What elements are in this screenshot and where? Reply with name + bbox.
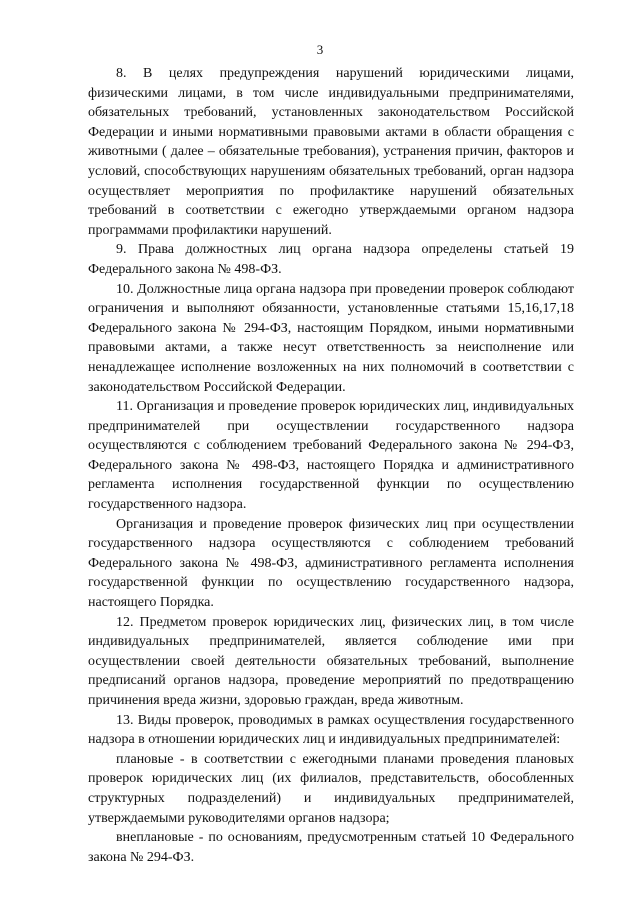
- paragraph-11: 11. Организация и проведение проверок юридических лиц, индивидуальных предпринимателей при осуществлении государственного надзора осуществляются с соблюдением требований Федерального закона № 294-ФЗ, Федерального закона № 498-ФЗ, настоящего Порядка и административного регламента исполнения государственной функции по осуществлению государственного надзора.: [88, 399, 574, 513]
- paragraph-13-planned: плановые - в соответствии с ежегодными планами проведения плановых проверок юридических лиц (их филиалов, представительств, обособленных структурных подразделений) и индивидуальных предпринимателей, утверждаемыми руководителями органов надзора;: [88, 751, 574, 826]
- page-number: 3: [316, 42, 324, 57]
- paragraph-13: 13. Виды проверок, проводимых в рамках осуществления государственного надзора в отношении юридических лиц и индивидуальных предпринимателей:: [88, 712, 574, 748]
- paragraph-9: 9. Права должностных лиц органа надзора определены статьей 19 Федерального закона № 498-ФЗ.: [88, 242, 574, 277]
- paragraph-11-physical-persons: Организация и проведение проверок физических лиц при осуществлении государственного надзора осуществляются с соблюдением требований Федерального закона № 498-ФЗ, административного регламента исполнения государственной функции по осуществлению государственного надзора, настоящего Порядка.: [88, 516, 574, 611]
- paragraph-12: 12. Предметом проверок юридических лиц, физических лиц, в том числе индивидуальных предпринимателей, является соблюдение ими при осуществлении своей деятельности обязательных требований, выполнение предписаний органов надзора, проведение мероприятий по предотвращению причинения вреда жизни, здоровью граждан, вреда животным.: [88, 614, 574, 708]
- paragraph-10: 10. Должностные лица органа надзора при проведении проверок соблюдают ограничения и выполняют обязанности, установленные статьями 15,16,17,18 Федерального закона № 294-ФЗ, настоящим Порядком, иными нормативными правовыми актами, а также несут ответственность за неисполнение или ненадлежащее исполнение возложенных на них полномочий в соответствии с законодательством Российской Федерации.: [88, 281, 574, 395]
- document-body: [88, 64, 574, 867]
- paragraph-13-unplanned: внеплановые - по основаниям, предусмотренным статьей 10 Федерального закона № 294-ФЗ.: [88, 830, 574, 865]
- paragraph-8: 8. В целях предупреждения нарушений юридическими лицами, физическими лицами, в том числе индивидуальными предпринимателями, обязательных требований, установленных законодательством Российской Федерации и иными нормативными правовыми актами в области обращения с животными ( далее – обязательные требования), устранения причин, факторов и условий, способствующих нарушениям обязательных требований, орган надзора осуществляет мероприятия по профилактике нарушений обязательных требований в соответствии с ежегодно утверждаемыми органом надзора программами профилактики нарушений.: [88, 66, 574, 238]
